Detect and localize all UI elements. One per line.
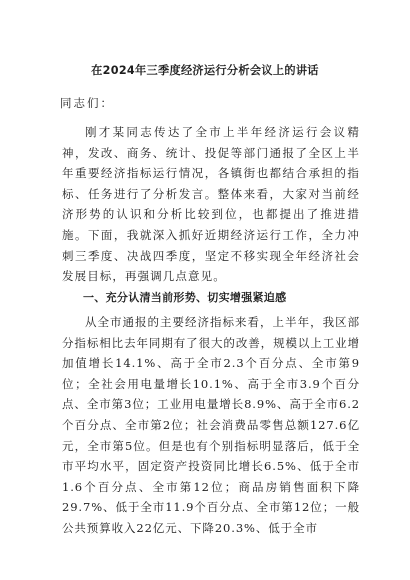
section-paragraph: 从全市通报的主要经济指标来看，上半年，我区部分指标相比去年同期有了很大的改善，规模以上工业增加值增长14.1%、高于全市2.3个百分点、全市第9位；全社会用电量增长10.1%、高于全市3.9个百分点、全市第3位；工业用电量增长8.9%、高于全市6.2个百分点、全市第2位；社会消费品零售总额127.6亿元，全市第5位。但是也有个别指标明显落后，低于全市平均水平，固定资产投资同比增长6.5%、低于全市1.6个百分点、全市第12位；商品房销售面积下降29.7%、低于全市11.9个百分点、全市第12位；一般公共预算收入22亿元、下降20.3%、低于全市: [62, 315, 360, 535]
section-heading: 一、充分认清当前形势、切实增强紧迫感: [83, 291, 287, 304]
opening-paragraph: 刚才某同志传达了全市上半年经济运行会议精神，发改、商务、统计、投促等部门通报了全区上半年重要经济指标运行情况，各镇街也都结合承担的指标、任务进行了分析发言。整体来看，大家对当前经济形势的认识和分析比较到位，也都提出了推进措施。下面，我就深入抓好近期经济运行工作，全力冲刺三季度、决战四季度，坚定不移实现全年经济社会发展目标，再强调几点意见。: [62, 125, 360, 284]
speech-title: 在2024年三季度经济运行分析会议上的讲话: [91, 64, 319, 77]
salutation: 同志们：: [60, 96, 114, 110]
